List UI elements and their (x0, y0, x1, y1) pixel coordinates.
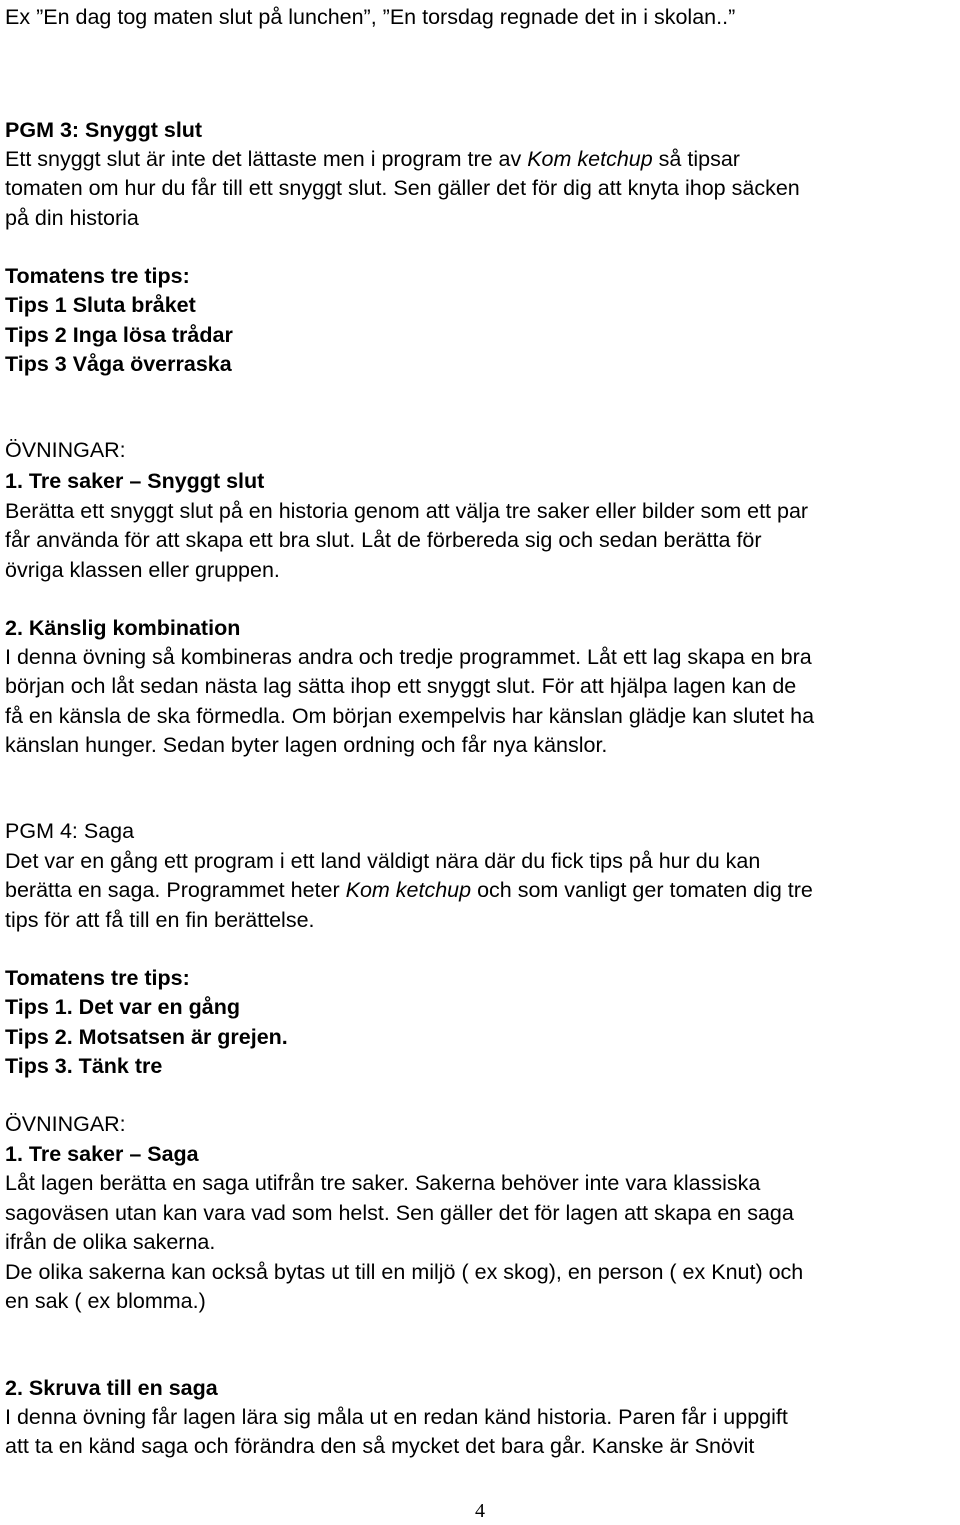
page-number: 4 (475, 1500, 485, 1522)
pgm3-tips-heading: Tomatens tre tips: (5, 264, 190, 288)
pgm3-exercise-text: början och låt sedan nästa lag sätta ihop ett snyggt slut. För att hjälpa lagen kan de (5, 674, 797, 698)
pgm3-exercise-title: 2. Känslig kombination (5, 616, 241, 640)
pgm4-exercises-heading: ÖVNINGAR: (5, 1112, 126, 1136)
pgm4-exercise-title: 1. Tre saker – Saga (5, 1142, 199, 1166)
pgm3-tip: Tips 2 Inga lösa trådar (5, 323, 233, 347)
pgm3-tip: Tips 3 Våga överraska (5, 352, 232, 376)
pgm3-exercise-text: känslan hunger. Sedan byter lagen ordning och får nya känslor. (5, 733, 608, 757)
pgm3-intro-line: Ett snyggt slut är inte det lättaste men i program tre av Kom ketchup så tipsar (5, 147, 740, 171)
show-title: Kom ketchup (345, 878, 472, 902)
pgm3-exercise-text: övriga klassen eller gruppen. (5, 558, 280, 582)
pgm4-exercise-text: Låt lagen berätta en saga utifrån tre saker. Sakerna behöver inte vara klassiska (5, 1171, 761, 1195)
pgm4-tips-heading: Tomatens tre tips: (5, 966, 190, 990)
pgm3-exercise-text: får använda för att skapa ett bra slut. Låt de förbereda sig och sedan berätta för (5, 528, 762, 552)
pgm4-exercise-text: en sak ( ex blomma.) (5, 1289, 206, 1313)
pgm3-exercise-text: I denna övning så kombineras andra och tredje programmet. Låt ett lag skapa en bra (5, 645, 812, 669)
pgm3-heading: PGM 3: Snyggt slut (5, 118, 203, 142)
pgm4-tip: Tips 2. Motsatsen är grejen. (5, 1025, 288, 1049)
pgm4-exercise-text: sagoväsen utan kan vara vad som helst. Sen gäller det för lagen att skapa en saga (5, 1201, 794, 1225)
pgm4-intro-line: tips för att få till en fin berättelse. (5, 908, 315, 932)
examples-line: Ex ”En dag tog maten slut på lunchen”, ”En torsdag regnade det in i skolan..” (5, 5, 736, 29)
pgm4-heading: PGM 4: Saga (5, 819, 135, 843)
pgm3-exercises-heading: ÖVNINGAR: (5, 438, 126, 462)
pgm3-exercise-text: Berätta ett snyggt slut på en historia genom att välja tre saker eller bilder som ett par (5, 499, 809, 523)
pgm4-tip: Tips 1. Det var en gång (5, 995, 240, 1019)
pgm4-exercise-text: ifrån de olika sakerna. (5, 1230, 216, 1254)
pgm4-exercise-text: De olika sakerna kan också bytas ut till en miljö ( ex skog), en person ( ex Knut) och (5, 1260, 804, 1284)
pgm4-exercise-text: I denna övning får lagen lära sig måla ut en redan känd historia. Paren får i uppgift (5, 1405, 788, 1429)
pgm3-intro-line: på din historia (5, 206, 139, 230)
pgm4-exercise-text: att ta en känd saga och förändra den så mycket det bara går. Kanske är Snövit (5, 1434, 755, 1458)
pgm4-intro-line: berätta en saga. Programmet heter Kom ketchup och som vanligt ger tomaten dig tre (5, 878, 813, 902)
pgm3-exercise-text: få en känsla de ska förmedla. Om början exempelvis har känslan glädje kan slutet ha (5, 704, 815, 728)
pgm4-exercise-title: 2. Skruva till en saga (5, 1376, 218, 1400)
pgm3-intro-line: tomaten om hur du får till ett snyggt slut. Sen gäller det för dig att knyta ihop säcken (5, 176, 800, 200)
show-title: Kom ketchup (527, 147, 653, 171)
pgm4-intro-line: Det var en gång ett program i ett land väldigt nära där du fick tips på hur du kan (5, 849, 761, 873)
pgm4-tip: Tips 3. Tänk tre (5, 1054, 163, 1078)
pgm3-exercise-title: 1. Tre saker – Snyggt slut (5, 469, 265, 493)
pgm3-tip: Tips 1 Sluta bråket (5, 293, 196, 317)
